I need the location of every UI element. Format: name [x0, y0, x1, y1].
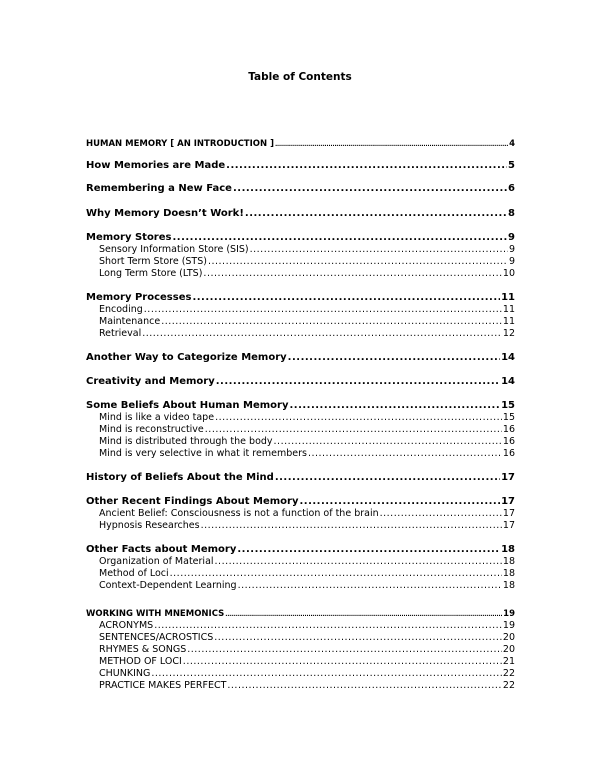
toc-entry-title: Maintenance	[99, 316, 161, 327]
toc-entry-page: 4	[509, 139, 515, 149]
toc-entry[interactable]	[99, 412, 515, 424]
toc-entry-title: Method of Loci	[99, 568, 169, 579]
toc-entry-page: 16	[502, 448, 515, 459]
toc-entry[interactable]	[99, 620, 515, 632]
toc-entry-title: Mind is reconstructive	[99, 424, 204, 435]
toc-entry-page: 16	[502, 436, 515, 447]
toc-entry-page: 14	[501, 352, 515, 363]
toc-entry-page: 20	[502, 644, 515, 655]
dot-leader	[201, 520, 502, 532]
toc-entry[interactable]	[86, 160, 515, 172]
dot-leader	[245, 208, 507, 220]
toc-entry[interactable]	[86, 208, 515, 220]
toc-entry-title: Short Term Store (STS)	[99, 256, 207, 267]
toc-entry-title: Some Beliefs About Human Memory	[86, 400, 289, 411]
toc-entry-title: Remembering a New Face	[86, 183, 232, 194]
toc-entry-page: 16	[502, 424, 515, 435]
toc-entry[interactable]	[86, 376, 515, 388]
toc-entry-page: 12	[502, 328, 515, 339]
toc-entry-page: 9	[508, 256, 515, 267]
toc-entry[interactable]	[86, 544, 515, 556]
toc-entry-page: 19	[503, 609, 515, 619]
toc-entry[interactable]	[99, 424, 515, 436]
toc-entry-page: 18	[502, 556, 515, 567]
toc-entry[interactable]	[99, 568, 515, 580]
toc-entry-page: 17	[502, 508, 515, 519]
dot-leader	[192, 292, 500, 304]
toc-entry[interactable]	[99, 268, 515, 280]
dot-leader	[275, 139, 508, 151]
toc-entry-page: 8	[508, 208, 515, 219]
dot-leader	[299, 496, 500, 508]
toc-entry-title: Memory Stores	[86, 232, 172, 243]
toc-entry-page: 11	[502, 304, 515, 315]
dot-leader	[274, 436, 502, 448]
toc-entry[interactable]	[99, 556, 515, 568]
toc-entry-title: History of Beliefs About the Mind	[86, 472, 274, 483]
toc-entry-title: Sensory Information Store (SIS)	[99, 244, 249, 255]
toc-entry-page: 20	[502, 632, 515, 643]
toc-entry-page: 22	[502, 668, 515, 679]
toc-entry-page: 17	[501, 496, 515, 507]
dot-leader	[161, 316, 502, 328]
dot-leader	[214, 632, 502, 644]
toc-entry[interactable]	[99, 632, 515, 644]
toc-entry-title: Creativity and Memory	[86, 376, 215, 387]
toc-entry[interactable]	[99, 580, 515, 592]
toc-entry-title: HUMAN MEMORY [ AN INTRODUCTION ]	[86, 139, 274, 149]
toc-entry-title: How Memories are Made	[86, 160, 226, 171]
dot-leader	[154, 620, 502, 632]
toc-entry-page: 21	[502, 656, 515, 667]
dot-leader	[187, 644, 502, 656]
toc-entry-title: Organization of Material	[99, 556, 214, 567]
toc-entry[interactable]	[99, 656, 515, 668]
toc-entry-page: 6	[508, 183, 515, 194]
toc-entry-title: Why Memory Doesn’t Work!	[86, 208, 244, 219]
toc-entry[interactable]	[99, 304, 515, 316]
toc-entry[interactable]	[86, 183, 515, 195]
toc-entry-page: 17	[501, 472, 515, 483]
dot-leader	[289, 400, 500, 412]
page-title: Table of Contents	[248, 71, 352, 83]
dot-leader	[215, 412, 502, 424]
dot-leader	[216, 376, 500, 388]
toc-entry-page: 22	[502, 680, 515, 691]
dot-leader	[288, 352, 500, 364]
toc-entry-page: 15	[501, 400, 515, 411]
toc-entry-title: Context-Dependent Learning	[99, 580, 237, 591]
toc-entry-title: WORKING WITH MNEMONICS	[86, 609, 225, 619]
dot-leader	[172, 232, 507, 244]
toc-entry-title: Mind is very selective in what it remembers	[99, 448, 307, 459]
toc-entry-page: 11	[502, 316, 515, 327]
dot-leader	[233, 183, 507, 195]
toc-entry-page: 9	[508, 232, 515, 243]
toc-entry-title: CHUNKING	[99, 668, 151, 679]
toc-entry[interactable]	[99, 508, 515, 520]
toc-entry[interactable]	[99, 244, 515, 256]
toc-entry-title: Other Facts about Memory	[86, 544, 237, 555]
dot-leader	[205, 424, 502, 436]
toc-entry-title: Retrieval	[99, 328, 142, 339]
toc-entry[interactable]	[99, 644, 515, 656]
toc-entry-title: Memory Processes	[86, 292, 192, 303]
toc-entry[interactable]	[99, 448, 515, 460]
dot-leader	[238, 580, 502, 592]
toc-entry[interactable]	[99, 436, 515, 448]
toc-entry-page: 10	[502, 268, 515, 279]
toc-entry-title: PRACTICE MAKES PERFECT	[99, 680, 227, 691]
toc-entry-page: 5	[508, 160, 515, 171]
toc-entry-title: Hypnosis Researches	[99, 520, 200, 531]
toc-entry[interactable]	[99, 256, 515, 268]
dot-leader	[250, 244, 508, 256]
toc-entry-title: Another Way to Categorize Memory	[86, 352, 287, 363]
toc-entry-page: 18	[502, 580, 515, 591]
toc-entry[interactable]	[99, 316, 515, 328]
toc-entry-page: 18	[502, 568, 515, 579]
toc-entry[interactable]	[86, 400, 515, 412]
toc-entry[interactable]	[99, 328, 515, 340]
toc-entry[interactable]	[99, 520, 515, 532]
dot-leader	[215, 556, 502, 568]
dot-leader	[208, 256, 508, 268]
toc-entry[interactable]	[86, 352, 515, 364]
toc-entry-page: 9	[508, 244, 515, 255]
toc-entry-title: SENTENCES/ACROSTICS	[99, 632, 214, 643]
toc-entry[interactable]	[99, 668, 515, 680]
toc-entry[interactable]	[86, 232, 515, 244]
toc-entry[interactable]	[86, 138, 515, 151]
toc-entry-page: 18	[501, 544, 515, 555]
toc-entry-title: ACRONYMS	[99, 620, 154, 631]
toc-entry-title: Other Recent Findings About Memory	[86, 496, 299, 507]
dot-leader	[151, 668, 502, 680]
toc-entry[interactable]	[86, 496, 515, 508]
toc-entry-title: Ancient Belief: Consciousness is not a function of the brain	[99, 508, 379, 519]
dot-leader	[237, 544, 500, 556]
toc-entry-page: 17	[502, 520, 515, 531]
toc-entry[interactable]	[86, 292, 515, 304]
toc-entry-title: METHOD OF LOCI	[99, 656, 182, 667]
dot-leader	[183, 656, 502, 668]
dot-leader	[142, 328, 502, 340]
dot-leader	[308, 448, 502, 460]
toc-entry-title: Long Term Store (LTS)	[99, 268, 203, 279]
toc-entry-page: 19	[502, 620, 515, 631]
dot-leader	[380, 508, 502, 520]
dot-leader	[203, 268, 501, 280]
dot-leader	[144, 304, 502, 316]
toc-entry-title: RHYMES & SONGS	[99, 644, 187, 655]
toc-entry[interactable]	[99, 680, 515, 692]
toc-entry-title: Mind is like a video tape	[99, 412, 215, 423]
dot-leader	[275, 472, 500, 484]
dot-leader	[170, 568, 502, 580]
toc-entry-title: Mind is distributed through the body	[99, 436, 273, 447]
toc-entry[interactable]	[86, 472, 515, 484]
toc-entry-page: 15	[502, 412, 515, 423]
toc-entry-page: 14	[501, 376, 515, 387]
toc-entry-title: Encoding	[99, 304, 143, 315]
dot-leader	[227, 680, 502, 692]
dot-leader	[226, 160, 507, 172]
toc-entry-page: 11	[501, 292, 515, 303]
